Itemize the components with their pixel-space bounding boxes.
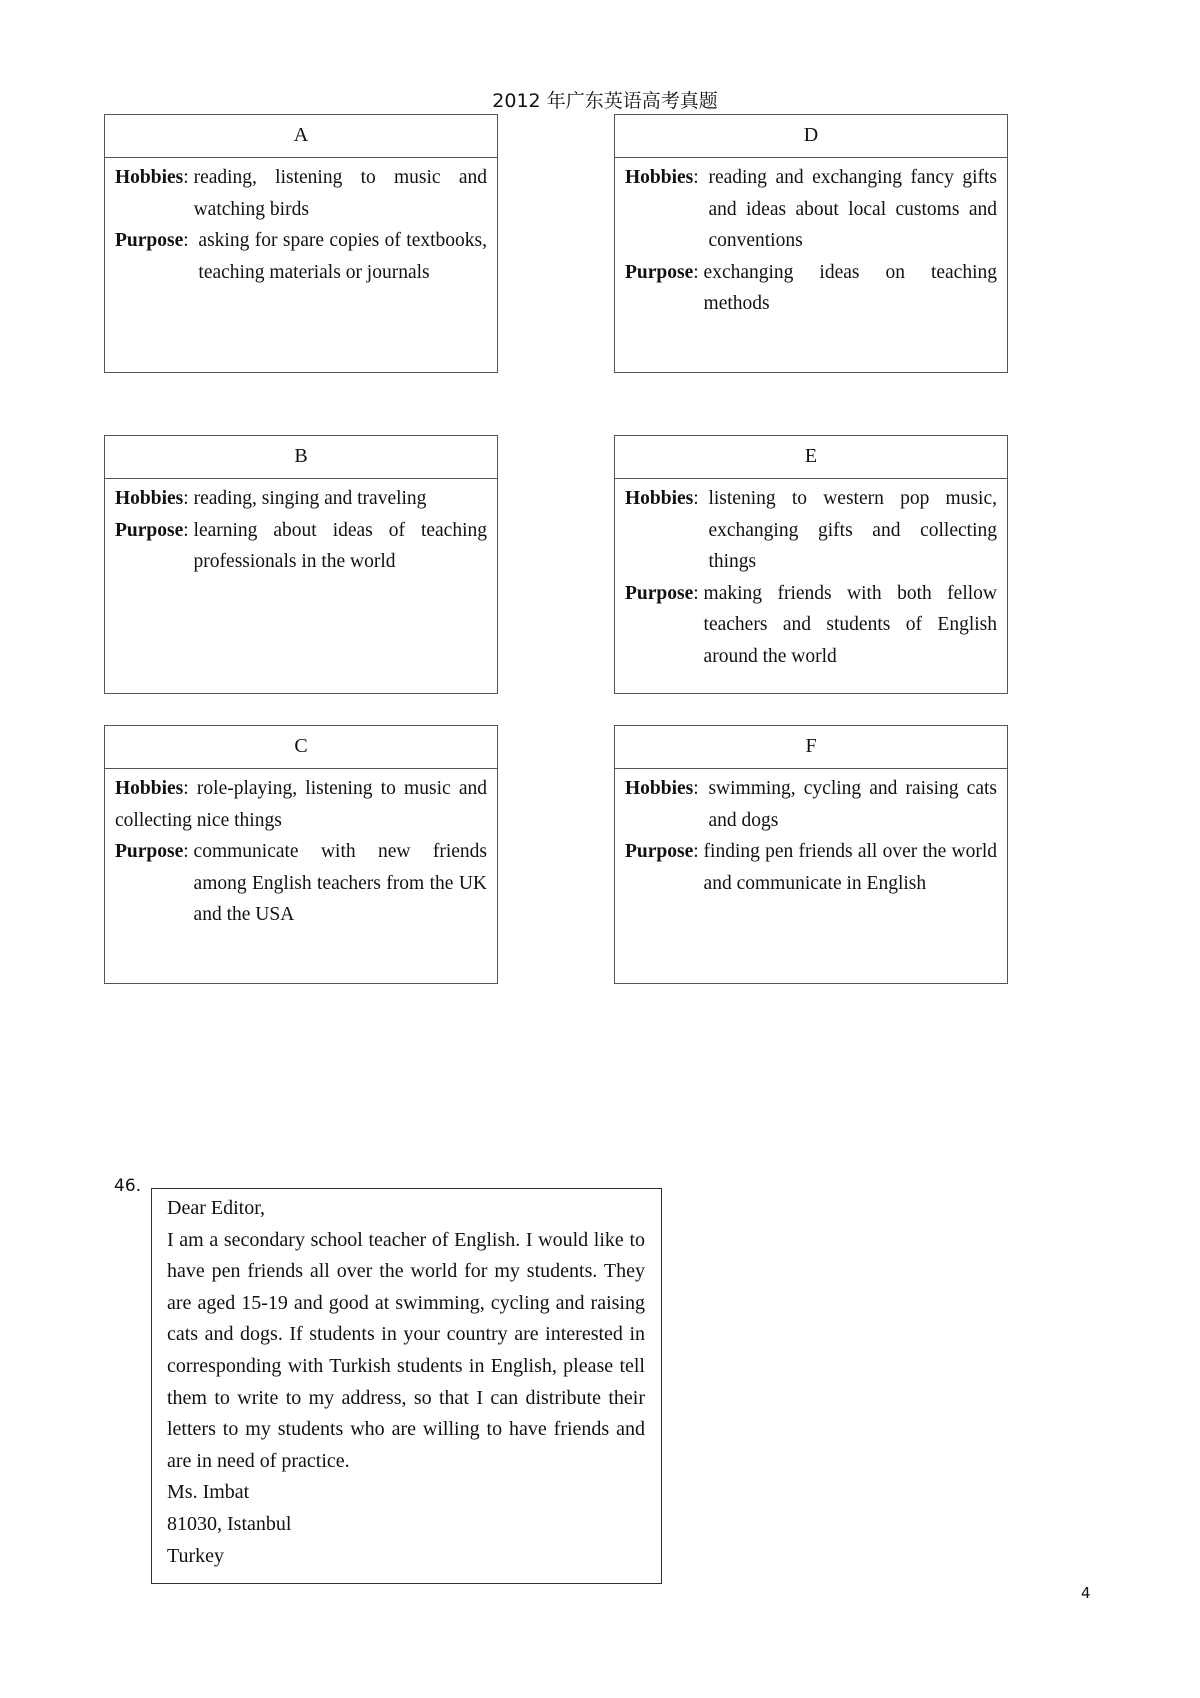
hobbies-text: swimming, cycling and raising cats and dogs	[708, 778, 997, 831]
card-letter: C	[105, 726, 497, 769]
hobbies-text: role-playing, listening to music and collecting nice things	[115, 778, 488, 831]
hobbies-label: Hobbies	[625, 167, 694, 188]
purpose-field: Purpose: asking for spare copies of textbooks, teaching materials or journals	[115, 225, 487, 288]
card-f	[614, 725, 1008, 984]
purpose-text: finding pen friends all over the world and communicate in English	[703, 841, 997, 894]
page-number: 4	[1081, 1584, 1091, 1602]
card-d	[614, 114, 1008, 373]
hobbies-label: Hobbies	[625, 778, 694, 799]
card-letter: D	[615, 115, 1007, 158]
purpose-text: exchanging ideas on teaching methods	[703, 261, 997, 314]
purpose-label: Purpose	[625, 841, 694, 862]
purpose-text: communicate with new friends among English teachers from the UK and the USA	[193, 841, 487, 925]
purpose-text: learning about ideas of teaching professionals in the world	[193, 519, 487, 572]
hobbies-field: Hobbies: role-playing, listening to music and collecting nice things	[115, 778, 488, 831]
hobbies-text: reading, singing and traveling	[193, 488, 427, 509]
letter-address: 81030, Istanbul	[167, 1512, 292, 1535]
letter-greeting: Dear Editor,	[167, 1197, 266, 1219]
card-letter: E	[615, 436, 1007, 479]
hobbies-field: Hobbies: reading and exchanging fancy gifts and ideas about local customs and conventions	[625, 162, 997, 257]
letter-signature: Ms. Imbat	[167, 1481, 250, 1504]
letter-country: Turkey	[167, 1544, 225, 1567]
hobbies-label: Hobbies	[115, 488, 184, 509]
hobbies-text: reading and exchanging fancy gifts and ideas about local customs and conventions	[708, 167, 997, 251]
purpose-field: Purpose: finding pen friends all over the world and communicate in English	[625, 836, 997, 899]
hobbies-label: Hobbies	[115, 167, 184, 188]
card-letter: B	[105, 436, 497, 479]
card-b	[104, 435, 498, 694]
purpose-label: Purpose	[115, 841, 184, 862]
card-letter: F	[615, 726, 1007, 769]
purpose-field: Purpose: learning about ideas of teaching professionals in the world	[115, 515, 487, 578]
letter-box	[151, 1188, 662, 1584]
question-number: 46.	[114, 1176, 142, 1196]
page-header: 2012 年广东英语高考真题	[492, 90, 718, 112]
hobbies-text: listening to western pop music, exchanging gifts and collecting things	[708, 488, 997, 572]
purpose-label: Purpose	[115, 519, 184, 541]
hobbies-label: Hobbies	[625, 488, 694, 509]
hobbies-field: Hobbies: listening to western pop music, exchanging gifts and collecting things	[625, 483, 997, 578]
purpose-label: Purpose	[625, 261, 694, 283]
card-e	[614, 435, 1008, 694]
hobbies-text: reading, listening to music and watching birds	[193, 167, 487, 220]
card-c	[104, 725, 498, 984]
letter-body: I am a secondary school teacher of English. I would like to have pen friends all over the world for my students. They are aged 15-19 and good at swimming, cycling and raising cats and dogs. If students in your country are interested in corresponding with Turkish students in English, please tell them to write to my address, so that I can distribute their letters to my students who are willing to have friends and are in need of practice.	[167, 1228, 645, 1472]
hobbies-field: Hobbies: swimming, cycling and raising cats and dogs	[625, 773, 997, 836]
purpose-field: Purpose: communicate with new friends among English teachers from the UK and the USA	[115, 836, 487, 931]
card-a	[104, 114, 498, 373]
card-letter: A	[105, 115, 497, 158]
purpose-text: making friends with both fellow teachers and students of English around the world	[703, 582, 997, 667]
purpose-label: Purpose	[115, 230, 184, 251]
purpose-field: Purpose: exchanging ideas on teaching methods	[625, 257, 997, 320]
hobbies-field: Hobbies: reading, singing and traveling	[115, 483, 487, 515]
purpose-label: Purpose	[625, 582, 694, 604]
hobbies-field: Hobbies: reading, listening to music and watching birds	[115, 162, 487, 225]
purpose-field: Purpose: making friends with both fellow teachers and students of English around the world	[625, 578, 997, 673]
purpose-text: asking for spare copies of textbooks, teaching materials or journals	[198, 230, 487, 283]
hobbies-label: Hobbies	[115, 778, 184, 799]
